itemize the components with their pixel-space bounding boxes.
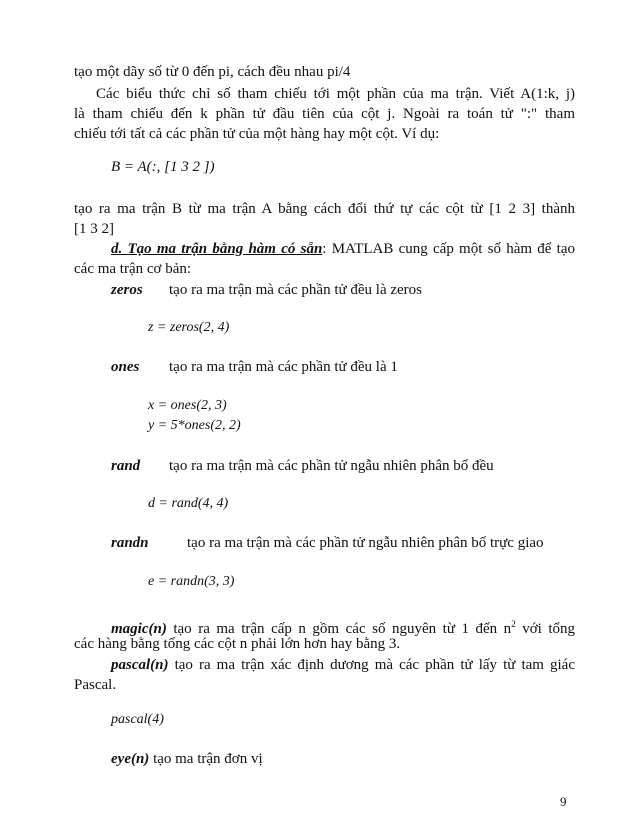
code-example: d = rand(4, 4) [148, 496, 229, 511]
function-description: tạo ra ma trận mà các phần tử ngẫu nhiên phân bố đều [169, 458, 494, 474]
function-name: pascal(n) [111, 657, 169, 673]
paragraph-line: tạo ra ma trận B từ ma trận A bằng cách đổi thứ tự các cột từ [1 2 3] thành [74, 201, 575, 217]
function-name: magic(n) [111, 621, 167, 637]
paragraph-line [111, 655, 575, 675]
paragraph-line: các ma trận cơ bản: [74, 261, 192, 277]
superscript: 2 [511, 619, 516, 629]
code-example: z = zeros(2, 4) [148, 320, 230, 335]
function-description: tạo ra ma trận xác định dương mà các phần tử lấy từ tam giác [174, 657, 576, 673]
function-description: tạo ra ma trận mà các phần tử đều là 1 [169, 359, 398, 375]
paragraph-line: Các biểu thức chỉ số tham chiếu tới một phần của ma trận. Viết A(1:k, j) [96, 86, 575, 102]
function-description-cont: với tổng [515, 621, 575, 637]
paragraph-line: Pascal. [74, 677, 117, 693]
function-name: rand [111, 458, 141, 474]
paragraph-line: các hàng bằng tổng các cột n phải lớn hơn hay bằng 3. [74, 636, 401, 652]
paragraph-line: chiếu tới tất cả các phần tử của một hàng hay một cột. Ví dụ: [74, 126, 440, 142]
code-example: y = 5*ones(2, 2) [148, 418, 241, 433]
section-heading: d. Tạo ma trận bằng hàm có sẵn [111, 241, 323, 257]
code-example: pascal(4) [111, 712, 164, 727]
paragraph-line: là tham chiếu đến k phần tử đầu tiên của cột j. Ngoài ra toán tử ":" tham [74, 106, 575, 122]
function-description: tạo ra ma trận mà các phần tử đều là zeros [169, 282, 423, 298]
section-heading-rest: : MATLAB cung cấp một số hàm để tạo [322, 241, 575, 257]
function-name: randn [111, 535, 149, 551]
code-example: e = randn(3, 3) [148, 574, 235, 589]
paragraph-line: [1 3 2] [74, 221, 114, 237]
code-example: B = A(:, [1 3 2 ]) [111, 159, 215, 175]
page-number: 9 [560, 794, 567, 809]
function-description: tạo ra ma trận mà các phần tử ngẫu nhiên phân bố trực giao [187, 535, 544, 551]
text-line: tạo một dãy số từ 0 đến pi, cách đều nhau pi/4 [74, 64, 351, 80]
section-heading-line [111, 239, 575, 259]
paragraph-line [111, 749, 263, 769]
function-description: tạo ra ma trận cấp n gồm các số nguyên từ 1 đến n [173, 621, 512, 637]
function-name: zeros [111, 282, 143, 298]
function-name: eye(n) [111, 751, 150, 767]
function-description: tạo ma trận đơn vị [153, 751, 263, 767]
function-name: ones [111, 359, 140, 375]
code-example: x = ones(2, 3) [148, 398, 227, 413]
